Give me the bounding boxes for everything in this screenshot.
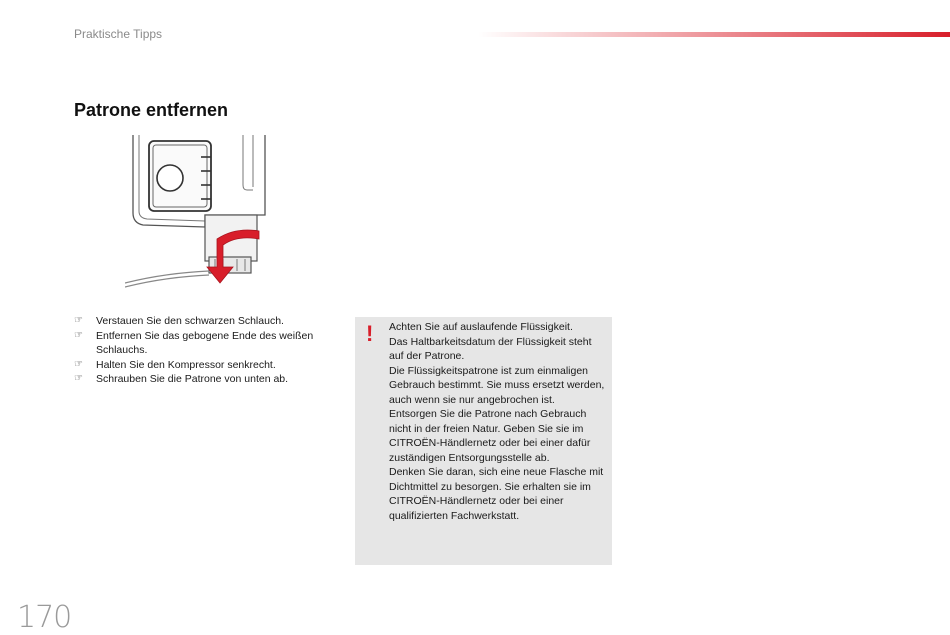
warning-paragraph: Die Flüssigkeitspatrone ist zum einmaligen Gebrauch bestimmt. Sie muss ersetzt werden, auch wenn sie nur angebrochen ist. [389, 364, 605, 406]
compressor-cartridge-drawing [125, 135, 285, 290]
page-title: Patrone entfernen [74, 100, 229, 120]
warning-paragraph: Entsorgen Sie die Patrone nach Gebrauch nicht in der freien Natur. Geben Sie sie im CITROËN-Händlernetz oder bei einer dafür zuständigen Entsorgungsstelle ab. [389, 408, 591, 464]
warning-paragraph: Achten Sie auf auslaufende Flüssigkeit. [389, 321, 573, 333]
warning-exclamation-icon: ! [366, 321, 374, 346]
header-accent-bar [478, 32, 950, 37]
pointing-hand-icon: ☞ [74, 315, 83, 326]
step-text: Schrauben Sie die Patrone von unten ab. [96, 373, 289, 385]
step-text: Halten Sie den Kompressor senkrecht. [96, 358, 276, 371]
compressor-illustration [125, 135, 285, 290]
warning-text [389, 320, 605, 523]
step-text: Verstauen Sie den schwarzen Schlauch. [96, 315, 284, 327]
warning-box [355, 317, 612, 565]
step-text: Entfernen Sie das gebogene Ende des weißen Schlauchs. [96, 329, 314, 356]
list-item [74, 314, 334, 329]
instruction-list [74, 314, 334, 387]
pointing-hand-icon: ☞ [74, 329, 83, 341]
page-number: 170 [17, 600, 72, 635]
warning-paragraph: Denken Sie daran, sich eine neue Flasche mit Dichtmittel zu besorgen. Sie erhalten sie im CITROËN-Händlernetz oder bei einer qualifizierten Fachwerkstatt. [389, 466, 604, 522]
pointing-hand-icon: ☞ [74, 373, 83, 384]
list-item [74, 329, 334, 358]
list-item [74, 372, 334, 387]
list-item [74, 358, 334, 373]
warning-paragraph: Das Haltbarkeitsdatum der Flüssigkeit steht auf der Patrone. [389, 335, 592, 362]
pointing-hand-icon: ☞ [74, 358, 83, 370]
section-header: Praktische Tipps [74, 27, 163, 41]
